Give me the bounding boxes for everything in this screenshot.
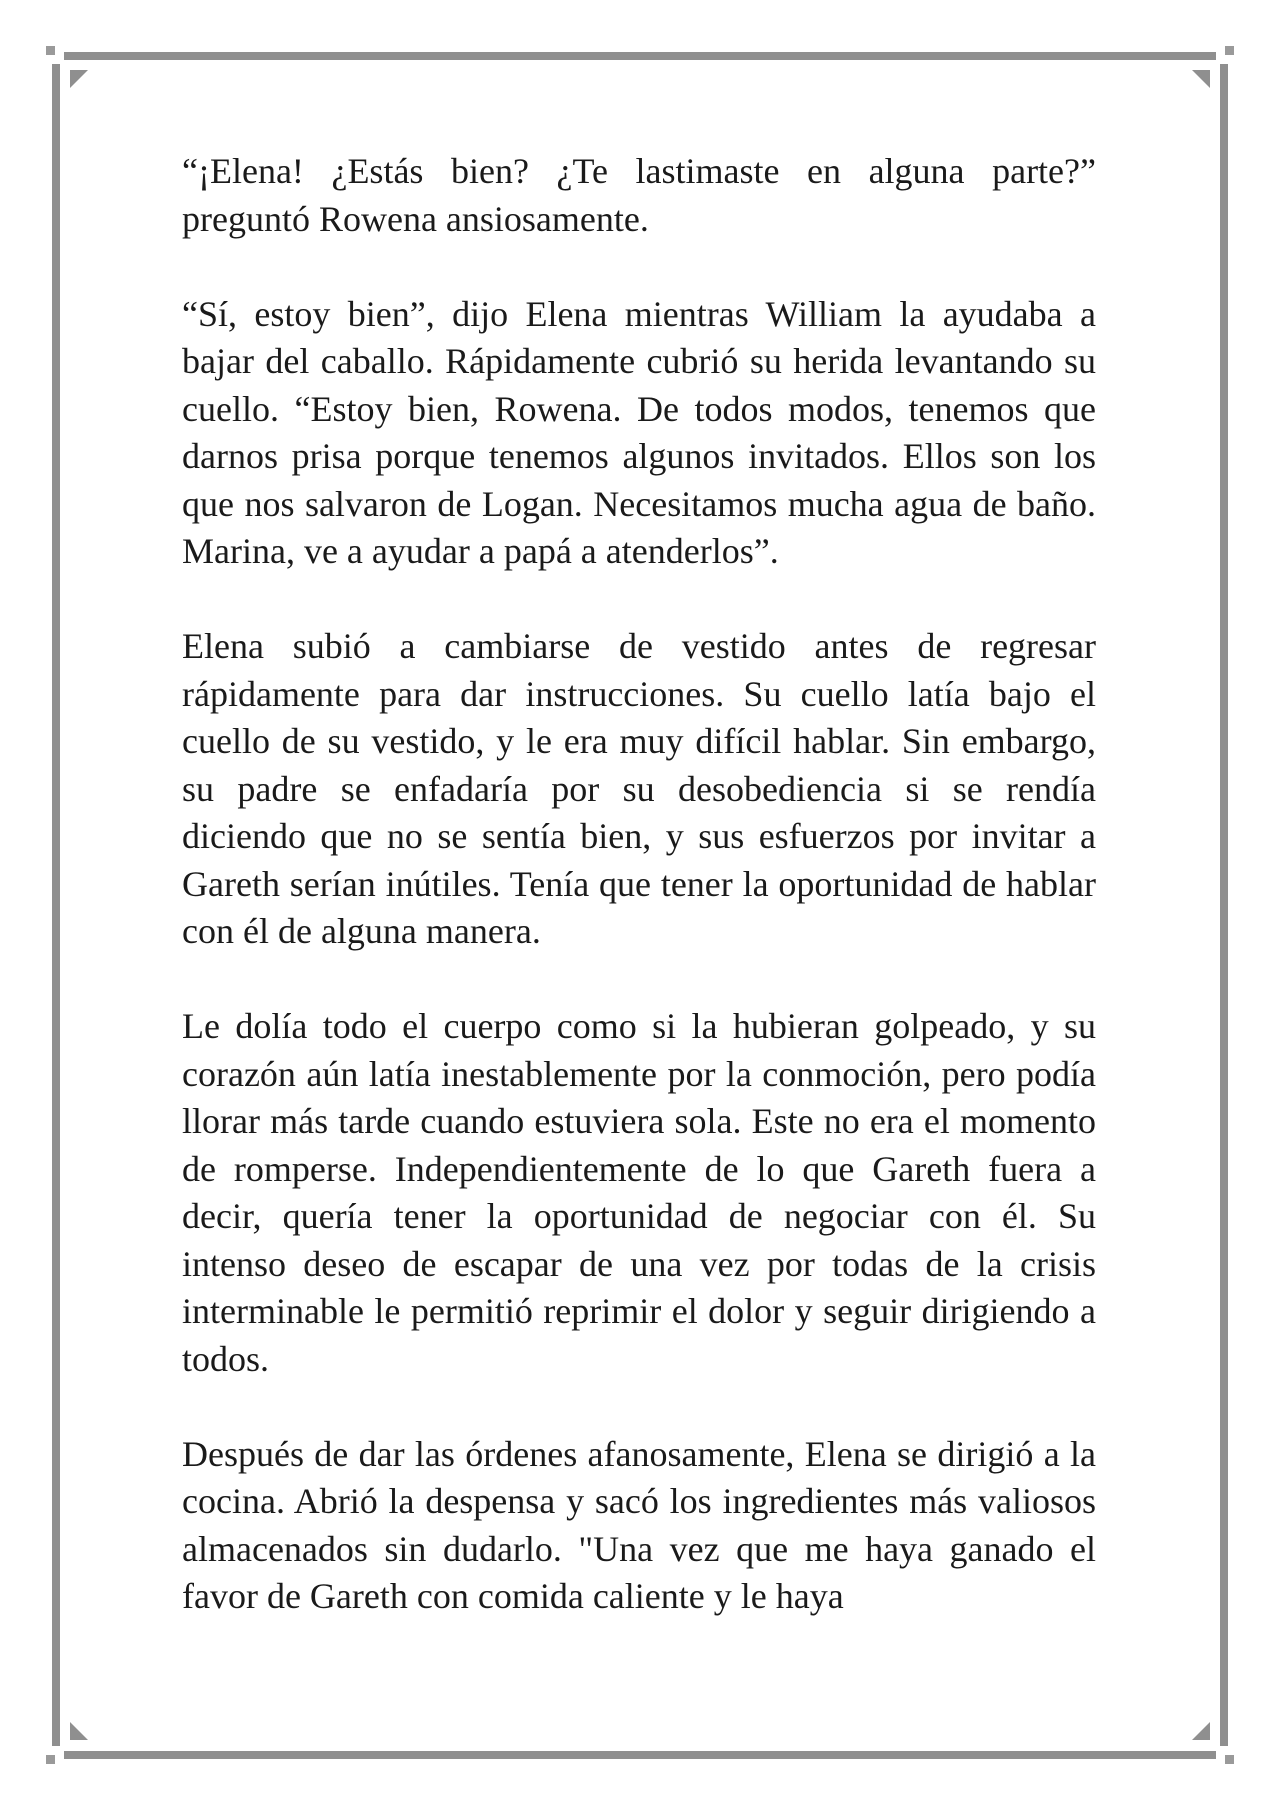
paragraph-4: Le dolía todo el cuerpo como si la hubieran golpeado, y su corazón aún latía inestablemente por la conmoción, pero podía llorar más tarde cuando estuviera sola. Este no era el momento de romperse. Independientemente de lo que Gareth fuera a decir, quería tener la oportunidad de negociar con él. Su intenso deseo de escapar de una vez por todas de la crisis interminable le permitió reprimir el dolor y seguir dirigiendo a todos.: [182, 1006, 1096, 1379]
corner-ornament-top-right: [1225, 46, 1234, 55]
corner-ornament-bottom-right: [1225, 1755, 1234, 1764]
corner-ornament-bottom-left: [46, 1755, 55, 1764]
border-right: [1220, 64, 1228, 1746]
paragraph-1: “¡Elena! ¿Estás bien? ¿Te lastimaste en alguna parte?” preguntó Rowena ansiosamente.: [182, 151, 1096, 239]
paragraph-3: Elena subió a cambiarse de vestido antes de regresar rápidamente para dar instrucciones. Su cuello latía bajo el cuello de su vestido, y le era muy difícil hablar. Sin embargo, su padre se enfadaría por su desobediencia si se rendía diciendo que no se sentía bien, y sus esfuerzos por invitar a Gareth serían inútiles. Tenía que tener la oportunidad de hablar con él de alguna manera.: [182, 626, 1096, 951]
page-body: [182, 148, 1096, 1668]
border-left: [52, 64, 60, 1746]
corner-triangle-bottom-right: [1192, 1722, 1210, 1740]
border-top: [64, 52, 1216, 60]
corner-triangle-top-left: [70, 70, 88, 88]
corner-triangle-bottom-left: [70, 1722, 88, 1740]
paragraph-5: Después de dar las órdenes afanosamente, Elena se dirigió a la cocina. Abrió la despensa y sacó los ingredientes más valiosos almacenados sin dudarlo. "Una vez que me haya ganado el favor de Gareth con comida caliente y le haya: [182, 1433, 1096, 1616]
corner-ornament-top-left: [46, 46, 55, 55]
paragraph-2: “Sí, estoy bien”, dijo Elena mientras William la ayudaba a bajar del caballo. Rápidamente cubrió su herida levantando su cuello. “Estoy bien, Rowena. De todos modos, tenemos que darnos prisa porque tenemos algunos invitados. Ellos son los que nos salvaron de Logan. Necesitamos mucha agua de baño. Marina, ve a ayudar a papá a atenderlos”.: [182, 293, 1096, 571]
border-bottom: [64, 1751, 1216, 1759]
corner-triangle-top-right: [1192, 70, 1210, 88]
